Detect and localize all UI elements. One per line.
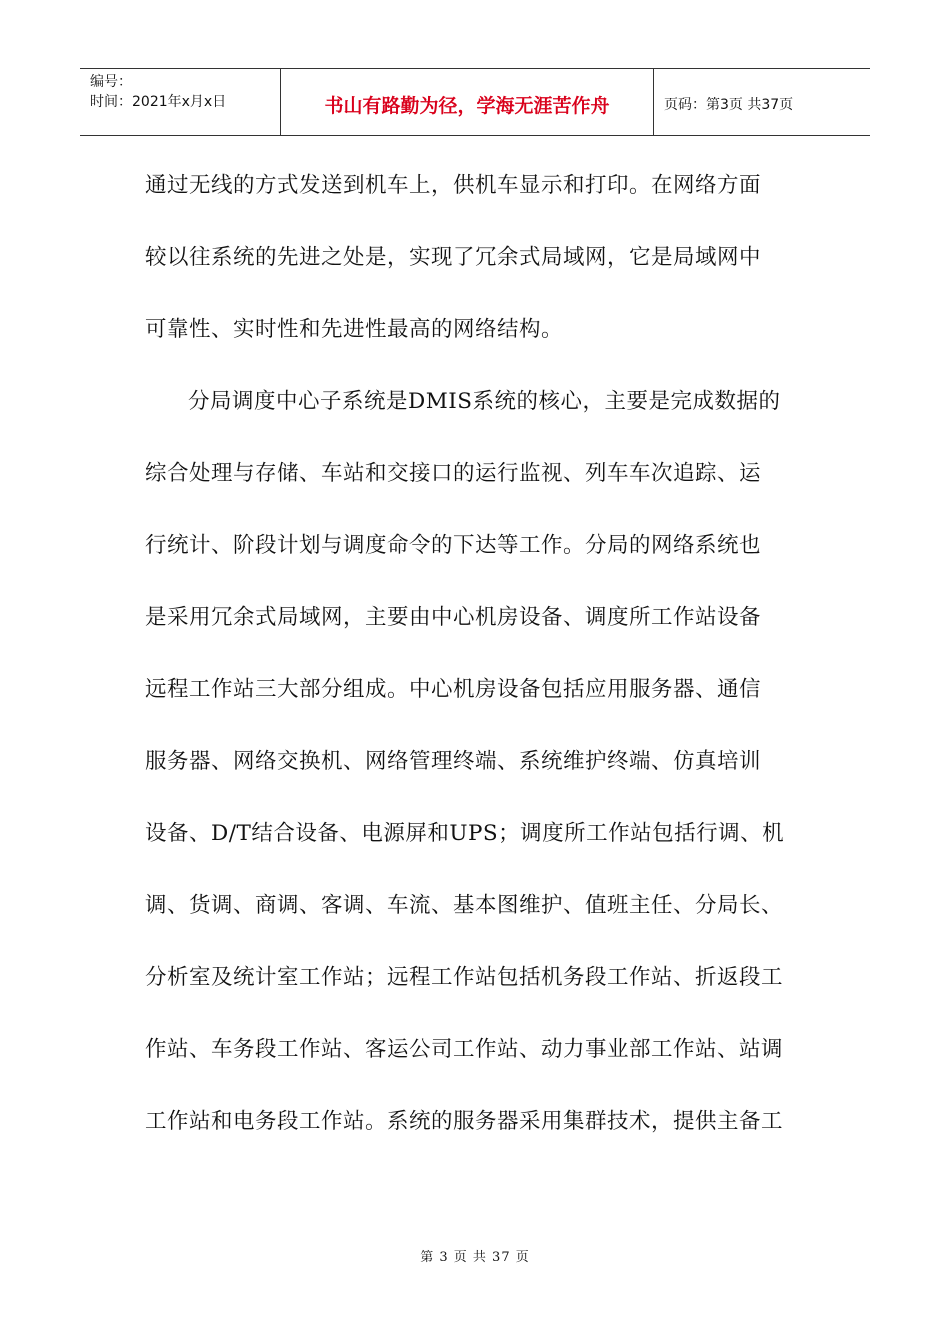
body-line: 通过无线的方式发送到机车上，供机车显示和打印。在网络方面 bbox=[145, 173, 762, 198]
body-line: 远程工作站三大部分组成。中心机房设备包括应用服务器、通信 bbox=[145, 677, 762, 702]
body-line: 工作站和电务段工作站。系统的服务器采用集群技术，提供主备工 bbox=[145, 1109, 784, 1134]
body-line: 可靠性、实时性和先进性最高的网络结构。 bbox=[145, 317, 564, 342]
body-line: 分析室及统计室工作站；远程工作站包括机务段工作站、折返段工 bbox=[145, 965, 784, 990]
header-page-info: 页码：第3页 共37页 bbox=[664, 97, 794, 113]
header-motto: 书山有路勤为径，学海无涯苦作舟 bbox=[281, 69, 654, 135]
header-table bbox=[80, 68, 870, 136]
header-meta-cell bbox=[80, 69, 281, 135]
body-line: 作站、车务段工作站、客运公司工作站、动力事业部工作站、站调 bbox=[145, 1037, 784, 1062]
paragraph-start-line: 分局调度中心子系统是DMIS系统的核心，主要是完成数据的 bbox=[188, 389, 781, 414]
body-line: 服务器、网络交换机、网络管理终端、系统维护终端、仿真培训 bbox=[145, 749, 762, 774]
body-line: 设备、D/T结合设备、电源屏和UPS；调度所工作站包括行调、机 bbox=[145, 821, 785, 846]
body-line: 行统计、阶段计划与调度命令的下达等工作。分局的网络系统也 bbox=[145, 533, 762, 558]
body-line: 是采用冗余式局域网，主要由中心机房设备、调度所工作站设备 bbox=[145, 605, 762, 630]
body-line: 调、货调、商调、客调、车流、基本图维护、值班主任、分局长、 bbox=[145, 893, 784, 918]
body-line: 综合处理与存储、车站和交接口的运行监视、列车车次追踪、运 bbox=[145, 461, 762, 486]
body-line: 较以往系统的先进之处是，实现了冗余式局域网，它是局域网中 bbox=[145, 245, 762, 270]
serial-number-label: 编号： bbox=[90, 74, 132, 90]
date-label: 时间：2021年x月x日 bbox=[90, 94, 227, 110]
page-footer: 第 3 页 共 37 页 bbox=[420, 1250, 530, 1265]
document-body bbox=[145, 150, 815, 1158]
